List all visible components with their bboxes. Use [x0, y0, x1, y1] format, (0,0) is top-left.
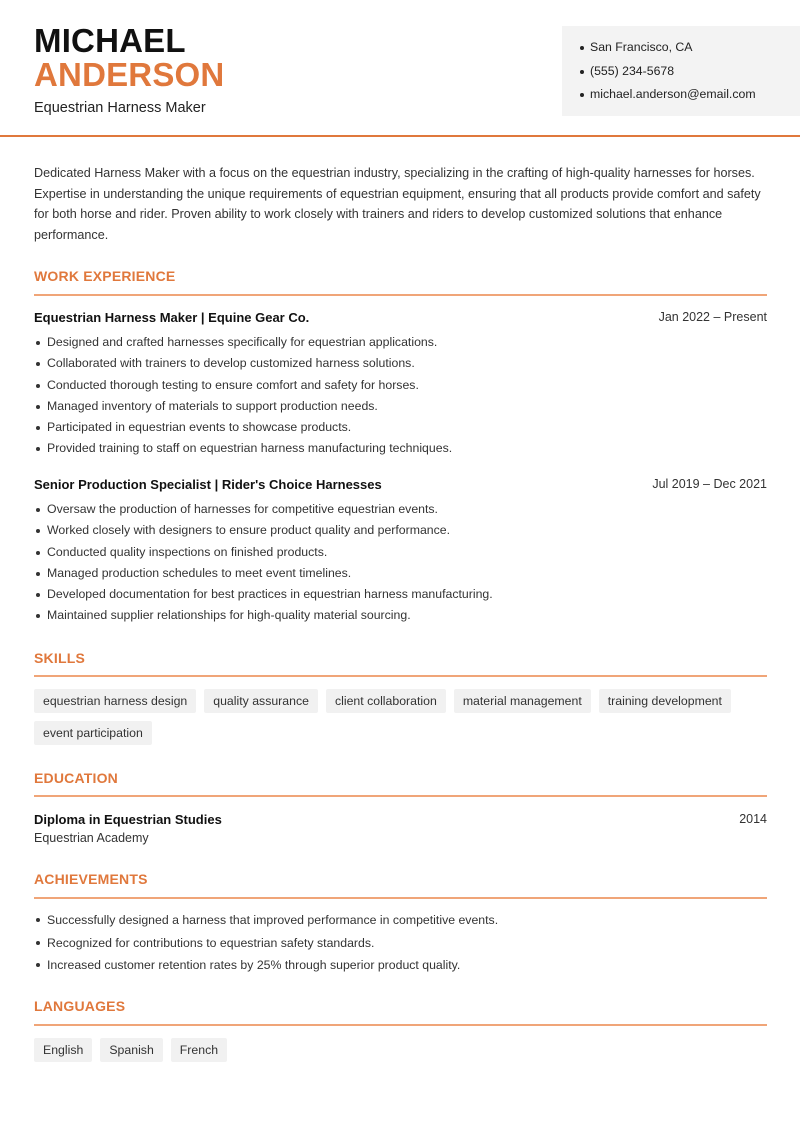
achievements-divider: [34, 897, 767, 899]
list-item: Designed and crafted harnesses specifically for equestrian applications.: [34, 332, 767, 353]
job-1-dates: Jan 2022 – Present: [658, 310, 767, 324]
contact-box: [562, 26, 800, 116]
list-item: Managed production schedules to meet event timelines.: [34, 563, 767, 584]
list-item: Oversaw the production of harnesses for competitive equestrian events.: [34, 499, 767, 520]
job-1-header: [34, 310, 767, 330]
skill-tag: equestrian harness design: [34, 689, 196, 713]
job-2-header: [34, 477, 767, 497]
list-item: Increased customer retention rates by 25% through superior product quality.: [34, 954, 767, 977]
skill-tag: quality assurance: [204, 689, 318, 713]
languages-divider: [34, 1024, 767, 1026]
achievements-heading: ACHIEVEMENTS: [34, 871, 148, 887]
list-item: Collaborated with trainers to develop customized harness solutions.: [34, 353, 767, 374]
list-item: Maintained supplier relationships for high-quality material sourcing.: [34, 605, 767, 626]
language-tag: English: [34, 1038, 92, 1062]
education-divider: [34, 795, 767, 797]
skill-tag: training development: [599, 689, 731, 713]
contact-location: San Francisco, CA: [580, 36, 782, 60]
education-heading: EDUCATION: [34, 770, 118, 786]
job-1-role: Equestrian Harness Maker | Equine Gear Co.: [34, 310, 310, 325]
list-item: Provided training to staff on equestrian harness manufacturing techniques.: [34, 438, 767, 459]
job-2-dates: Jul 2019 – Dec 2021: [652, 477, 767, 491]
list-item: Developed documentation for best practices in equestrian harness manufacturing.: [34, 584, 767, 605]
list-item: Conducted thorough testing to ensure comfort and safety for horses.: [34, 375, 767, 396]
list-item: Managed inventory of materials to support production needs.: [34, 396, 767, 417]
education-school: Equestrian Academy: [34, 831, 149, 845]
list-item: Conducted quality inspections on finished products.: [34, 542, 767, 563]
resume-header: [0, 0, 800, 137]
achievements-bullets: [34, 909, 767, 977]
skill-tag: client collaboration: [326, 689, 446, 713]
languages-tags: [34, 1038, 774, 1062]
list-item: Worked closely with designers to ensure product quality and performance.: [34, 520, 767, 541]
education-year: 2014: [739, 812, 767, 826]
job-2-role: Senior Production Specialist | Rider's Choice Harnesses: [34, 477, 382, 492]
skill-tag: event participation: [34, 721, 152, 745]
skills-divider: [34, 675, 767, 677]
list-item: Successfully designed a harness that improved performance in competitive events.: [34, 909, 767, 932]
last-name: ANDERSON: [34, 56, 225, 93]
education-degree: Diploma in Equestrian Studies: [34, 812, 222, 827]
skill-tag: material management: [454, 689, 591, 713]
job-title: Equestrian Harness Maker: [34, 100, 206, 116]
contact-phone: (555) 234-5678: [580, 60, 782, 84]
profile-summary: Dedicated Harness Maker with a focus on the equestrian industry, specializing in the crafting of high-quality harnesses for horses. Expertise in understanding the unique requirements of equestrian equipment, ensuring that all products provide comfort and safety for both horse and rider. Proven ability to work closely with trainers and riders to develop customized solutions that enhance performance.: [34, 166, 761, 242]
first-name: MICHAEL: [34, 22, 186, 59]
list-item: Recognized for contributions to equestrian safety standards.: [34, 932, 767, 955]
work-experience-divider: [34, 294, 767, 296]
language-tag: French: [171, 1038, 227, 1062]
job-1-bullets: [34, 332, 767, 460]
work-experience-heading: WORK EXPERIENCE: [34, 268, 176, 284]
skills-heading: SKILLS: [34, 650, 85, 666]
language-tag: Spanish: [100, 1038, 162, 1062]
list-item: Participated in equestrian events to showcase products.: [34, 417, 767, 438]
contact-email[interactable]: michael.anderson@email.com: [580, 83, 782, 107]
languages-heading: LANGUAGES: [34, 998, 126, 1014]
job-2-bullets: [34, 499, 767, 627]
skills-tags: [34, 689, 774, 745]
